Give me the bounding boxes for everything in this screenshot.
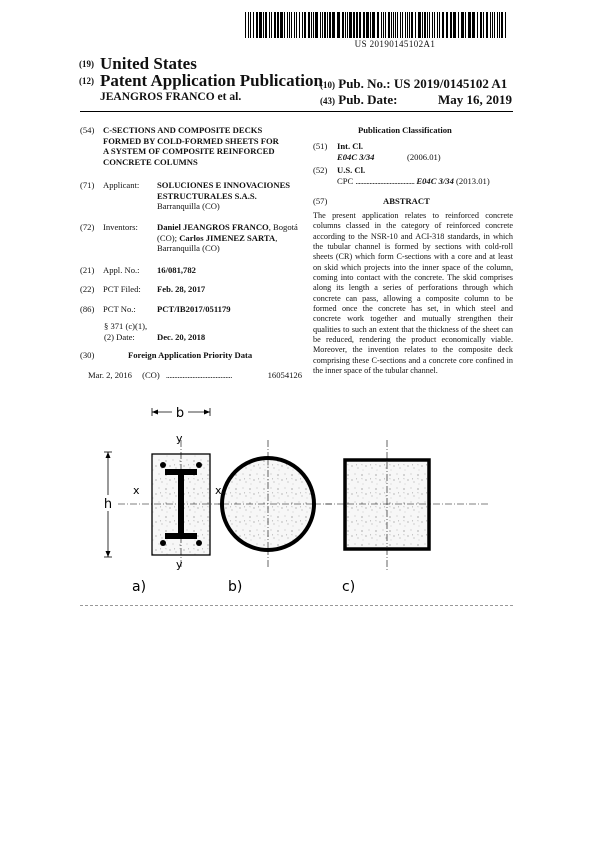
barcode-bar bbox=[480, 12, 482, 38]
barcode-bar bbox=[407, 12, 408, 38]
barcode-bar bbox=[388, 12, 390, 38]
barcode-bar bbox=[446, 12, 448, 38]
section-a bbox=[100, 405, 228, 571]
barcode-bar bbox=[294, 12, 295, 38]
inventor-name: Carlos JIMENEZ SARTA bbox=[179, 232, 276, 243]
inventors-value: Daniel JEANGROS FRANCO, Bogotá (CO); Carlos JIMENEZ SARTA, Barranquilla (CO) bbox=[157, 222, 310, 254]
barcode-bar bbox=[437, 12, 438, 38]
barcode-bar bbox=[427, 12, 428, 38]
rebar bbox=[196, 540, 202, 546]
applicant-location: Barranquilla (CO) bbox=[157, 201, 220, 212]
barcode-bar bbox=[280, 12, 283, 38]
section-b bbox=[218, 440, 332, 567]
barcode-bar bbox=[370, 12, 371, 38]
barcode-bar bbox=[302, 12, 303, 38]
int-cl-label: Int. Cl. bbox=[337, 141, 364, 151]
priority-row bbox=[88, 370, 308, 381]
axis-x-label: x bbox=[133, 484, 140, 497]
barcode-bar bbox=[277, 12, 279, 38]
arrow-icon bbox=[106, 551, 111, 557]
barcode-bar bbox=[429, 12, 430, 38]
priority-dots: ........................................ bbox=[165, 370, 232, 380]
inventor-location: , Bogotá bbox=[268, 222, 298, 232]
country-code: (19) bbox=[79, 59, 94, 69]
barcode-bar bbox=[329, 12, 331, 38]
barcode-bar bbox=[393, 12, 394, 38]
barcode-bar bbox=[359, 12, 361, 38]
inventors-code: (72) bbox=[80, 222, 95, 232]
header-rule bbox=[80, 111, 513, 112]
arrow-icon bbox=[152, 410, 158, 415]
barcode-bar bbox=[304, 12, 306, 38]
priority-code: (30) bbox=[80, 350, 95, 360]
barcode-bar bbox=[434, 12, 435, 38]
barcode-bar bbox=[497, 12, 498, 38]
barcode bbox=[245, 12, 510, 38]
inventor-location: (CO); bbox=[157, 232, 178, 243]
barcode-bar bbox=[250, 12, 251, 38]
barcode-bar bbox=[409, 12, 410, 38]
barcode-bar bbox=[332, 12, 335, 38]
barcode-bar bbox=[405, 12, 406, 38]
barcode-bar bbox=[259, 12, 262, 38]
barcode-bar bbox=[284, 12, 285, 38]
barcode-bar bbox=[501, 12, 503, 38]
int-cl-class: E04C 3/34 bbox=[337, 152, 375, 162]
title-line: CONCRETE COLUMNS bbox=[103, 156, 198, 167]
cross-section-figure bbox=[80, 402, 515, 602]
pct-no-value: PCT/IB2017/051179 bbox=[157, 304, 231, 314]
barcode-bar bbox=[402, 12, 403, 38]
arrow-icon bbox=[204, 410, 210, 415]
pct-filed-code: (22) bbox=[80, 284, 95, 294]
pub-no: US 2019/0145102 A1 bbox=[393, 76, 508, 91]
s371-label: § 371 (c)(1), bbox=[104, 321, 148, 331]
barcode-bar bbox=[366, 12, 369, 38]
barcode-bar bbox=[415, 12, 416, 38]
barcode-bar bbox=[324, 12, 326, 38]
barcode-bar bbox=[424, 12, 426, 38]
barcode-bar bbox=[313, 12, 314, 38]
inventor-location: Barranquilla (CO) bbox=[157, 243, 220, 254]
pct-no-code: (86) bbox=[80, 304, 95, 314]
barcode-bar bbox=[299, 12, 300, 38]
priority-date: Mar. 2, 2016 bbox=[88, 370, 132, 380]
cpc-label: CPC bbox=[337, 176, 354, 186]
barcode-bar bbox=[486, 12, 488, 38]
pct-filed-label: PCT Filed: bbox=[103, 284, 141, 294]
pub-date-code: (43) bbox=[320, 96, 335, 106]
barcode-bar bbox=[342, 12, 344, 38]
barcode-bar bbox=[337, 12, 340, 38]
barcode-bar bbox=[450, 12, 452, 38]
pub-class-heading: Publication Classification bbox=[358, 125, 452, 135]
barcode-bar bbox=[291, 12, 292, 38]
inventors-label: Inventors: bbox=[103, 222, 138, 232]
barcode-bar bbox=[391, 12, 392, 38]
barcode-bar bbox=[494, 12, 495, 38]
pub-date-label: Pub. Date: bbox=[338, 92, 398, 107]
applicant-block bbox=[80, 180, 305, 212]
priority-number: 16054126 bbox=[267, 370, 302, 380]
pub-no-label: Pub. No.: bbox=[338, 76, 391, 91]
inventor-short: JEANGROS FRANCO et al. bbox=[100, 91, 242, 103]
barcode-bar bbox=[381, 12, 382, 38]
publication-type-line bbox=[80, 71, 323, 91]
barcode-bar bbox=[271, 12, 272, 38]
pct-no-label: PCT No.: bbox=[103, 304, 136, 314]
barcode-number: US 20190145102A1 bbox=[354, 39, 436, 49]
barcode-bar bbox=[320, 12, 321, 38]
applicant-value bbox=[157, 180, 305, 212]
barcode-bar bbox=[395, 12, 396, 38]
barcode-bar bbox=[353, 12, 355, 38]
country: United States bbox=[100, 54, 197, 73]
barcode-bar bbox=[468, 12, 471, 38]
barcode-bar bbox=[385, 12, 386, 38]
axis-y-label: y bbox=[176, 432, 183, 445]
bottom-rule bbox=[80, 605, 513, 606]
barcode-bar bbox=[274, 12, 276, 38]
barcode-bar bbox=[483, 12, 484, 38]
barcode-bar bbox=[363, 12, 365, 38]
barcode-bar bbox=[245, 12, 246, 38]
barcode-bar bbox=[499, 12, 500, 38]
axis-x-label: x bbox=[215, 484, 222, 497]
inventors-block bbox=[80, 222, 310, 254]
abstract-code: (57) bbox=[313, 196, 328, 206]
pub-date: May 16, 2019 bbox=[437, 92, 512, 107]
rebar bbox=[160, 462, 166, 468]
us-cl-label: U.S. Cl. bbox=[337, 165, 366, 175]
barcode-bar bbox=[345, 12, 346, 38]
appl-no-label: Appl. No.: bbox=[103, 265, 140, 275]
barcode-bar bbox=[432, 12, 433, 38]
axis-y-label: y bbox=[176, 558, 183, 571]
cpc-class: E04C 3/34 bbox=[416, 176, 454, 186]
dim-h-label: h bbox=[103, 497, 113, 512]
barcode-bar bbox=[418, 12, 421, 38]
s371-date-label: (2) Date: bbox=[104, 332, 135, 342]
barcode-bar bbox=[411, 12, 413, 38]
barcode-bar bbox=[372, 12, 375, 38]
figure-label-a: a) bbox=[132, 579, 147, 595]
cpc-dots: ...................................... bbox=[355, 176, 415, 186]
abstract-text: The present application relates to reinforced concrete columns classed in the category of reinforced concrete according to the NSR-10 and ACI-318 standards, in which the tubular channel is formed by sections with cold-roll sheets (CR) which form C-sections with a core and at least on skid which projects into the inner space of the column, coming into contact with the concrete. The skid comprises along its length a series of perforations through which concrete can pass, allowing a composite column to be formed once the concrete has set, in which steel and concrete work together and mutually strengthen their qualities to such an extent that the thickness of the sheet can be reduced, rendering the product economically viable. Moreover, the invention relates to the composite deck comprising these C-sections and a concrete core confined in the inner space of the tubular channel. bbox=[313, 211, 513, 376]
int-cl-code: (51) bbox=[313, 141, 328, 151]
barcode-bar bbox=[397, 12, 398, 38]
rebar bbox=[160, 540, 166, 546]
priority-country: (CO) bbox=[142, 370, 160, 380]
barcode-bar bbox=[400, 12, 401, 38]
barcode-bar bbox=[289, 12, 290, 38]
barcode-bar bbox=[253, 12, 254, 38]
section-c bbox=[325, 440, 488, 570]
title-block bbox=[80, 125, 300, 167]
barcode-bar bbox=[263, 12, 264, 38]
barcode-bar bbox=[383, 12, 384, 38]
title-line: A SYSTEM OF COMPOSITE REINFORCED bbox=[103, 146, 275, 157]
pub-no-line bbox=[320, 76, 507, 92]
s371-date-value: Dec. 20, 2018 bbox=[157, 332, 206, 342]
figure-label-c: c) bbox=[342, 579, 356, 595]
barcode-bar bbox=[256, 12, 258, 38]
invention-title bbox=[103, 125, 300, 167]
priority-heading: Foreign Application Priority Data bbox=[128, 350, 253, 360]
barcode-bar bbox=[296, 12, 297, 38]
us-cl-code: (52) bbox=[313, 165, 328, 175]
barcode-bar bbox=[287, 12, 288, 38]
abstract-heading: ABSTRACT bbox=[383, 196, 430, 206]
barcode-bar bbox=[477, 12, 478, 38]
barcode-bar bbox=[327, 12, 328, 38]
rebar bbox=[196, 462, 202, 468]
figure-label-b: b) bbox=[228, 579, 243, 595]
barcode-bar bbox=[315, 12, 318, 38]
title-code: (54) bbox=[80, 125, 95, 135]
title-line: FORMED BY COLD-FORMED SHEETS FOR bbox=[103, 135, 279, 146]
barcode-bar bbox=[442, 12, 444, 38]
barcode-bar bbox=[422, 12, 423, 38]
barcode-bar bbox=[492, 12, 493, 38]
applicant-code: (71) bbox=[80, 180, 95, 190]
barcode-bar bbox=[439, 12, 440, 38]
appl-no-value: 16/081,782 bbox=[157, 265, 196, 275]
applicant-name: SOLUCIONES E INNOVACIONES bbox=[157, 180, 291, 190]
barcode-bar bbox=[505, 12, 506, 38]
barcode-bar bbox=[349, 12, 352, 38]
pub-no-code: (10) bbox=[320, 80, 335, 90]
inventor-name: Daniel JEANGROS FRANCO bbox=[157, 222, 269, 232]
barcode-bar bbox=[458, 12, 459, 38]
int-cl-year: (2006.01) bbox=[407, 152, 441, 162]
barcode-bar bbox=[377, 12, 379, 38]
barcode-bar bbox=[356, 12, 358, 38]
barcode-bar bbox=[453, 12, 456, 38]
barcode-bar bbox=[490, 12, 491, 38]
arrow-icon bbox=[106, 452, 111, 458]
applicant-label: Applicant: bbox=[103, 180, 140, 190]
barcode-bar bbox=[472, 12, 475, 38]
barcode-bar bbox=[461, 12, 464, 38]
barcode-bar bbox=[311, 12, 312, 38]
barcode-bar bbox=[322, 12, 323, 38]
barcode-bar bbox=[265, 12, 267, 38]
publication-type: Patent Application Publication bbox=[100, 71, 323, 90]
appl-no-code: (21) bbox=[80, 265, 95, 275]
barcode-bar bbox=[248, 12, 249, 38]
cpc-year: (2013.01) bbox=[456, 176, 490, 186]
cpc-line bbox=[337, 176, 490, 187]
applicant-name: ESTRUCTURALES S.A.S. bbox=[157, 190, 257, 201]
pct-filed-value: Feb. 28, 2017 bbox=[157, 284, 206, 294]
barcode-bar bbox=[347, 12, 348, 38]
barcode-bar bbox=[308, 12, 310, 38]
title-line: C-SECTIONS AND COMPOSITE DECKS bbox=[103, 125, 263, 135]
pub-date-line bbox=[320, 92, 512, 108]
barcode-bar bbox=[269, 12, 270, 38]
dim-b-label: b bbox=[175, 406, 185, 421]
barcode-bar bbox=[465, 12, 466, 38]
type-code: (12) bbox=[79, 76, 94, 86]
